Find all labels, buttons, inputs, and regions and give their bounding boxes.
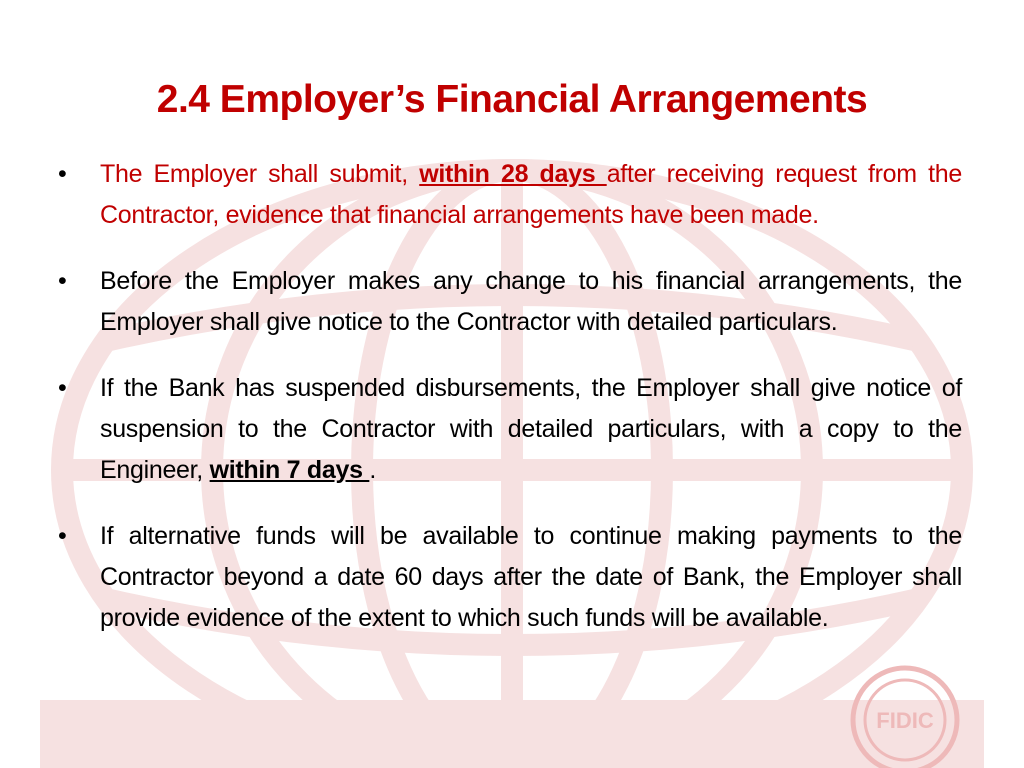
bullet-list	[100, 154, 962, 664]
bullet-text: If alternative funds will be available to continue making payments to the Contractor beyond a date 60 days after the date of Bank, the Employer shall provide evidence of the extent to which such funds will be available.	[100, 522, 962, 632]
bullet-text: If the Bank has suspended disbursements, the Employer shall give notice of suspension to the Contractor with detailed particulars, with a copy to the Engineer,	[100, 374, 962, 484]
fidic-logo-text: FIDIC	[876, 708, 934, 733]
bullet-change-arrangements	[100, 261, 962, 343]
bullet-alternative-funds	[100, 516, 962, 639]
bullet-submit-evidence	[100, 154, 962, 236]
bullet-text: after receiving request from the Contractor, evidence that financial arrangements have been made.	[100, 160, 962, 229]
slide-title: 2.4 Employer’s Financial Arrangements	[156, 78, 868, 121]
bullet-text: The Employer shall submit,	[100, 160, 420, 188]
deadline-emphasis: within 7 days	[209, 456, 370, 484]
deadline-emphasis: within 28 days	[419, 160, 607, 188]
bullet-suspended-disbursements	[100, 368, 962, 491]
bullet-text: .	[369, 456, 376, 484]
bullet-text: Before the Employer makes any change to his financial arrangements, the Employer shall give notice to the Contractor with detailed particulars.	[100, 267, 962, 336]
